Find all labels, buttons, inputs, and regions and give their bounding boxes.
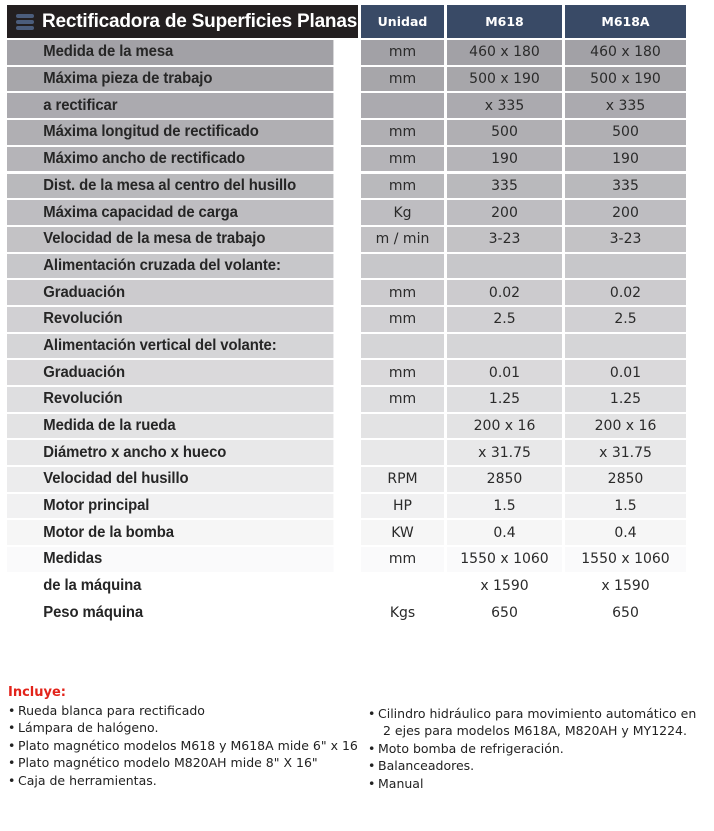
row-value-m618: 2.5 xyxy=(447,307,562,332)
row-label: a rectificar xyxy=(7,93,333,118)
row-value-m618: 190 xyxy=(447,147,562,172)
table-row xyxy=(7,40,686,65)
includes-item xyxy=(8,772,368,790)
row-label: Velocidad del husillo xyxy=(7,467,333,492)
row-label: Medidas xyxy=(7,547,333,572)
row-value-m618a: 200 x 16 xyxy=(565,414,686,439)
row-value-m618a: 335 xyxy=(565,174,686,199)
bullet-icon: • xyxy=(8,755,16,770)
table-row xyxy=(7,440,686,465)
table-row xyxy=(7,387,686,412)
menu-icon xyxy=(16,14,34,30)
row-value-m618a: 500 x 190 xyxy=(565,67,686,92)
spec-table xyxy=(7,5,686,625)
row-value-m618: 0.4 xyxy=(447,520,562,545)
row-value-m618a: x 1590 xyxy=(565,574,686,599)
row-label: Diámetro x ancho x hueco xyxy=(7,440,333,465)
table-row xyxy=(7,93,686,118)
row-value-m618: 200 x 16 xyxy=(447,414,562,439)
table-row xyxy=(7,360,686,385)
row-value-m618a: 1.5 xyxy=(565,494,686,519)
row-value-m618: x 31.75 xyxy=(447,440,562,465)
includes-item xyxy=(368,740,708,758)
table-row xyxy=(7,574,686,599)
table-row xyxy=(7,200,686,225)
row-value-m618a: 0.01 xyxy=(565,360,686,385)
table-row xyxy=(7,467,686,492)
row-label: Máxima longitud de rectificado xyxy=(7,120,333,145)
row-label: Motor principal xyxy=(7,494,333,519)
row-unit: mm xyxy=(361,387,444,412)
includes-item xyxy=(8,702,368,720)
row-value-m618 xyxy=(447,254,562,279)
table-row xyxy=(7,227,686,252)
row-label: Medida de la mesa xyxy=(7,40,333,65)
table-row xyxy=(7,547,686,572)
table-row xyxy=(7,414,686,439)
includes-list-left xyxy=(8,702,368,793)
row-value-m618a: 2.5 xyxy=(565,307,686,332)
includes-item-text: Cilindro hidráulico para movimiento automático en xyxy=(378,705,697,721)
row-unit: mm xyxy=(361,147,444,172)
table-row xyxy=(7,494,686,519)
row-value-m618a xyxy=(565,334,686,359)
row-value-m618a: 650 xyxy=(565,601,686,626)
includes-item-text: Plato magnético modelos M618 y M618A mide 6" x 16 xyxy=(18,737,358,753)
row-value-m618a: x 31.75 xyxy=(565,440,686,465)
row-unit xyxy=(361,414,444,439)
row-value-m618a: 3-23 xyxy=(565,227,686,252)
table-title: Rectificadora de Superficies Planas xyxy=(42,10,358,32)
table-header xyxy=(7,5,686,38)
row-unit: mm xyxy=(361,360,444,385)
row-label: Graduación xyxy=(7,360,333,385)
row-unit: mm xyxy=(361,280,444,305)
includes-item-text: Lámpara de halógeno. xyxy=(18,720,159,735)
row-label: Máxima pieza de trabajo xyxy=(7,67,333,92)
row-value-m618a xyxy=(565,254,686,279)
includes-item xyxy=(8,719,368,737)
table-row xyxy=(7,334,686,359)
row-value-m618: 200 xyxy=(447,200,562,225)
bullet-icon: • xyxy=(8,720,16,735)
row-unit: mm xyxy=(361,120,444,145)
row-value-m618: 2850 xyxy=(447,467,562,492)
row-unit: mm xyxy=(361,40,444,65)
row-unit xyxy=(361,334,444,359)
row-value-m618: 650 xyxy=(447,601,562,626)
bullet-icon: • xyxy=(8,737,16,753)
row-value-m618: 460 x 180 xyxy=(447,40,562,65)
includes-item-text: Moto bomba de refrigeración. xyxy=(378,740,564,756)
table-row xyxy=(7,120,686,145)
row-value-m618 xyxy=(447,334,562,359)
includes-item-text: Plato magnético modelo M820AH mide 8" X 16" xyxy=(18,755,318,770)
row-label: Graduación xyxy=(7,280,333,305)
row-value-m618: 1.25 xyxy=(447,387,562,412)
table-row xyxy=(7,254,686,279)
row-label: Peso máquina xyxy=(7,601,333,626)
includes-item xyxy=(8,737,368,755)
row-value-m618a: 190 xyxy=(565,147,686,172)
bullet-icon: • xyxy=(368,775,376,791)
row-value-m618: 0.01 xyxy=(447,360,562,385)
table-row xyxy=(7,67,686,92)
row-unit: mm xyxy=(361,67,444,92)
table-row xyxy=(7,147,686,172)
includes-title: Incluye: xyxy=(8,685,66,700)
row-value-m618: 335 xyxy=(447,174,562,199)
row-label: de la máquina xyxy=(7,574,333,599)
row-value-m618a: x 335 xyxy=(565,93,686,118)
bullet-icon: • xyxy=(8,702,16,718)
includes-item xyxy=(368,757,708,775)
row-unit xyxy=(361,254,444,279)
row-unit xyxy=(361,93,444,118)
column-header-m618: M618 xyxy=(447,5,562,38)
table-body xyxy=(7,40,686,625)
table-row xyxy=(7,174,686,199)
bullet-icon: • xyxy=(368,740,376,756)
table-row xyxy=(7,601,686,626)
row-value-m618: 500 x 190 xyxy=(447,67,562,92)
row-unit xyxy=(361,440,444,465)
row-label: Alimentación cruzada del volante: xyxy=(7,254,333,279)
row-label: Dist. de la mesa al centro del husillo xyxy=(7,174,333,199)
row-value-m618: 0.02 xyxy=(447,280,562,305)
includes-item-text: Rueda blanca para rectificado xyxy=(18,702,205,718)
row-unit: m / min xyxy=(361,227,444,252)
row-label: Velocidad de la mesa de trabajo xyxy=(7,227,333,252)
row-value-m618a: 200 xyxy=(565,200,686,225)
includes-item-text: Balanceadores. xyxy=(378,758,475,773)
row-value-m618a: 1.25 xyxy=(565,387,686,412)
row-unit: mm xyxy=(361,174,444,199)
row-value-m618a: 2850 xyxy=(565,467,686,492)
row-label: Máxima capacidad de carga xyxy=(7,200,333,225)
row-value-m618a: 0.4 xyxy=(565,520,686,545)
row-value-m618: 1550 x 1060 xyxy=(447,547,562,572)
table-row xyxy=(7,520,686,545)
row-label: Revolución xyxy=(7,387,333,412)
bullet-icon: • xyxy=(8,772,16,788)
column-header-m618a: M618A xyxy=(565,5,686,38)
row-label: Alimentación vertical del volante: xyxy=(7,334,333,359)
row-value-m618: 3-23 xyxy=(447,227,562,252)
row-unit: mm xyxy=(361,307,444,332)
table-title-cell xyxy=(7,5,358,38)
row-label: Máximo ancho de rectificado xyxy=(7,147,333,172)
includes-item xyxy=(8,754,368,772)
bullet-icon: • xyxy=(368,705,376,721)
row-value-m618a: 0.02 xyxy=(565,280,686,305)
row-unit: KW xyxy=(361,520,444,545)
row-value-m618: x 335 xyxy=(447,93,562,118)
row-label: Medida de la rueda xyxy=(7,414,333,439)
bullet-icon: • xyxy=(368,758,376,773)
row-value-m618a: 500 xyxy=(565,120,686,145)
table-row xyxy=(7,307,686,332)
row-value-m618: 500 xyxy=(447,120,562,145)
includes-item-text: Caja de herramientas. xyxy=(18,772,157,788)
row-value-m618a: 460 x 180 xyxy=(565,40,686,65)
row-label: Motor de la bomba xyxy=(7,520,333,545)
includes-item-continuation: 2 ejes para modelos M618A, M820AH y MY1224. xyxy=(383,723,687,738)
row-unit: Kgs xyxy=(361,601,444,626)
includes-section xyxy=(8,684,708,792)
row-label: Revolución xyxy=(7,307,333,332)
includes-list-right xyxy=(368,702,708,793)
row-value-m618a: 1550 x 1060 xyxy=(565,547,686,572)
row-unit: RPM xyxy=(361,467,444,492)
row-value-m618: 1.5 xyxy=(447,494,562,519)
row-value-m618: x 1590 xyxy=(447,574,562,599)
includes-item xyxy=(368,775,708,793)
row-unit: Kg xyxy=(361,200,444,225)
table-row xyxy=(7,280,686,305)
row-unit xyxy=(361,574,444,599)
includes-item xyxy=(368,705,708,723)
row-unit: HP xyxy=(361,494,444,519)
includes-item-text: Manual xyxy=(378,775,424,791)
column-header-unidad: Unidad xyxy=(361,5,444,38)
row-unit: mm xyxy=(361,547,444,572)
